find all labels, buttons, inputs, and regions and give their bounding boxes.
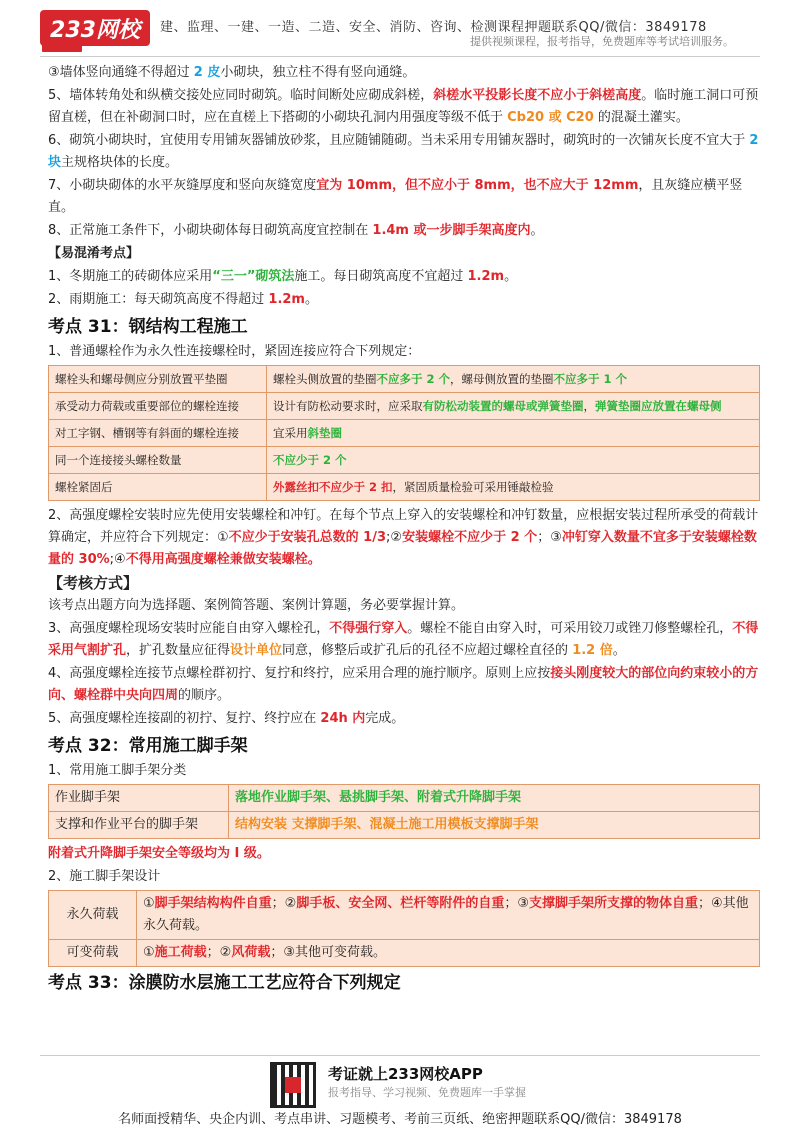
paragraph: 1、冬期施工的砖砌体应采用“三一”砌筑法施工。每日砌筑高度不宜超过 1.2m。 bbox=[48, 269, 518, 284]
section-title-32: 考点 32：常用施工脚手架 bbox=[48, 736, 248, 756]
table-value: 宜采用斜垫圈 bbox=[267, 420, 760, 447]
table-value: 外露丝扣不应少于 2 扣，紧固质量检验可采用锤敲检验 bbox=[267, 474, 760, 501]
scaffold-note: 附着式升降脚手架安全等级均为 I 级。 bbox=[48, 846, 270, 861]
exam-heading: 【考核方式】 bbox=[48, 574, 139, 592]
qr-logo bbox=[285, 1077, 301, 1093]
paragraph: 3、高强度螺栓现场安装时应能自由穿入螺栓孔，不得强行穿入。螺栓不能自由穿入时，可采用铰刀或锉刀修整螺栓孔，不得采用气割扩孔，扩孔数量应征得设计单位同意，修整后或扩孔后的孔径不应超过螺栓直径的 1.2 倍。 bbox=[48, 621, 759, 658]
paragraph: 1、普通螺栓作为永久性连接螺栓时，紧固连接应符合下列规定： bbox=[48, 344, 421, 359]
logo-underline bbox=[42, 44, 82, 52]
paragraph: 5、墙体转角处和纵横交接处应同时砌筑。临时间断处应砌成斜槎，斜槎水平投影长度不应小于斜槎高度。临时施工洞口可预留直槎，但在补砌洞口时，应在直槎上下搭砌的小砌块孔洞内用强度等级不低于 Cb20 或 C20 的混凝土灌实。 bbox=[48, 88, 759, 125]
logo bbox=[40, 8, 150, 48]
paragraph: 2、高强度螺栓安装时应先使用安装螺栓和冲钉。在每个节点上穿入的安装螺栓和冲钉数量，应根据安装过程所承受的荷载计算确定，并应符合下列规定：①不应少于安装孔总数的 1/3;②安装螺栓不应少于 2 个；③冲钉穿入数量不宜多于安装螺栓数量的 30%;④不得用高强度螺栓兼做安装螺栓。 bbox=[48, 508, 759, 567]
footer-contact: 名师面授精华、央企内训、考点串讲、习题模考、考前三页纸、绝密押题联系QQ/微信：3849178 bbox=[118, 1112, 682, 1127]
table-key: 永久荷载 bbox=[49, 891, 137, 940]
paragraph: ③墙体竖向通缝不得超过 2 皮小砌块，独立柱不得有竖向通缝。 bbox=[48, 65, 416, 80]
bolt-table bbox=[48, 365, 760, 501]
section-title-33: 考点 33：涂膜防水层施工工艺应符合下列规定 bbox=[48, 973, 401, 993]
table-key: 对工字钢、槽钢等有斜面的螺栓连接 bbox=[49, 420, 267, 447]
table-row bbox=[49, 366, 760, 393]
table-value: 设计有防松动要求时，应采取有防松动装置的螺母或弹簧垫圈，弹簧垫圈应放置在螺母侧 bbox=[267, 393, 760, 420]
paragraph: 该考点出题方向为选择题、案例简答题、案例计算题，务必要掌握计算。 bbox=[48, 598, 465, 613]
paragraph: 7、小砌块砌体的水平灰缝厚度和竖向灰缝宽度宜为 10mm，但不应小于 8mm，也不应大于 12mm，且灰缝应横平竖直。 bbox=[48, 178, 743, 215]
table-row bbox=[49, 420, 760, 447]
table-value: 落地作业脚手架、悬挑脚手架、附着式升降脚手架 bbox=[229, 785, 760, 812]
load-table bbox=[48, 890, 760, 967]
table-row bbox=[49, 812, 760, 839]
table-key: 承受动力荷载或重要部位的螺栓连接 bbox=[49, 393, 267, 420]
paragraph: 6、砌筑小砌块时，宜使用专用铺灰器铺放砂浆，且应随铺随砌。当未采用专用铺灰器时，砌筑时的一次铺灰长度不宜大于 2 块主规格块体的长度。 bbox=[48, 133, 759, 170]
table-row bbox=[49, 785, 760, 812]
table-key: 作业脚手架 bbox=[49, 785, 229, 812]
scaffold-type-table bbox=[48, 784, 760, 839]
qr-code-icon[interactable] bbox=[270, 1062, 316, 1108]
logo-mark: 233网校 bbox=[40, 10, 150, 46]
paragraph: 8、正常施工条件下，小砌块砌体每日砌筑高度宜控制在 1.4m 或一步脚手架高度内。 bbox=[48, 223, 544, 238]
confuse-heading: 【易混淆考点】 bbox=[48, 246, 140, 261]
table-row bbox=[49, 474, 760, 501]
table-value: ①脚手架结构构件自重；②脚手板、安全网、栏杆等附件的自重；③支撑脚手架所支撑的物体自重；④其他永久荷载。 bbox=[137, 891, 760, 940]
footer-tagline: 报考指导、学习视频、免费题库一手掌握 bbox=[328, 1086, 526, 1099]
table-row bbox=[49, 940, 760, 967]
paragraph: 2、雨期施工：每天砌筑高度不得超过 1.2m。 bbox=[48, 292, 318, 307]
paragraph: 2、施工脚手架设计 bbox=[48, 869, 161, 884]
page-header bbox=[0, 0, 800, 60]
footer-divider bbox=[40, 1055, 760, 1056]
paragraph: 4、高强度螺栓连接节点螺栓群初拧、复拧和终拧，应采用合理的施拧顺序。原则上应按接头刚度较大的部位向约束较小的方向、螺栓群中央向四周的顺序。 bbox=[48, 666, 759, 703]
header-contact: 建、监理、一建、一造、二造、安全、消防、咨询、检测课程押题联系QQ/微信：3849178 bbox=[160, 20, 707, 35]
table-row bbox=[49, 447, 760, 474]
table-value: 结构安装 支撑脚手架、混凝土施工用模板支撑脚手架 bbox=[229, 812, 760, 839]
table-value: 不应少于 2 个 bbox=[267, 447, 760, 474]
table-key: 同一个连接接头螺栓数量 bbox=[49, 447, 267, 474]
footer-title: 考证就上233网校APP bbox=[328, 1065, 483, 1083]
table-key: 螺栓紧固后 bbox=[49, 474, 267, 501]
page-content bbox=[48, 62, 760, 997]
header-services: 提供视频课程，报考指导，免费题库等考试培训服务。 bbox=[470, 35, 734, 48]
table-value: 螺栓头侧放置的垫圈不应多于 2 个，螺母侧放置的垫圈不应多于 1 个 bbox=[267, 366, 760, 393]
table-key: 支撑和作业平台的脚手架 bbox=[49, 812, 229, 839]
table-row bbox=[49, 891, 760, 940]
table-value: ①施工荷载；②风荷载；③其他可变荷载。 bbox=[137, 940, 760, 967]
table-key: 可变荷载 bbox=[49, 940, 137, 967]
header-divider bbox=[40, 56, 760, 57]
table-key: 螺栓头和螺母侧应分别放置平垫圈 bbox=[49, 366, 267, 393]
section-title-31: 考点 31：钢结构工程施工 bbox=[48, 317, 248, 337]
table-row bbox=[49, 393, 760, 420]
paragraph: 1、常用施工脚手架分类 bbox=[48, 763, 187, 778]
paragraph: 5、高强度螺栓连接副的初拧、复拧、终拧应在 24h 内完成。 bbox=[48, 711, 405, 726]
